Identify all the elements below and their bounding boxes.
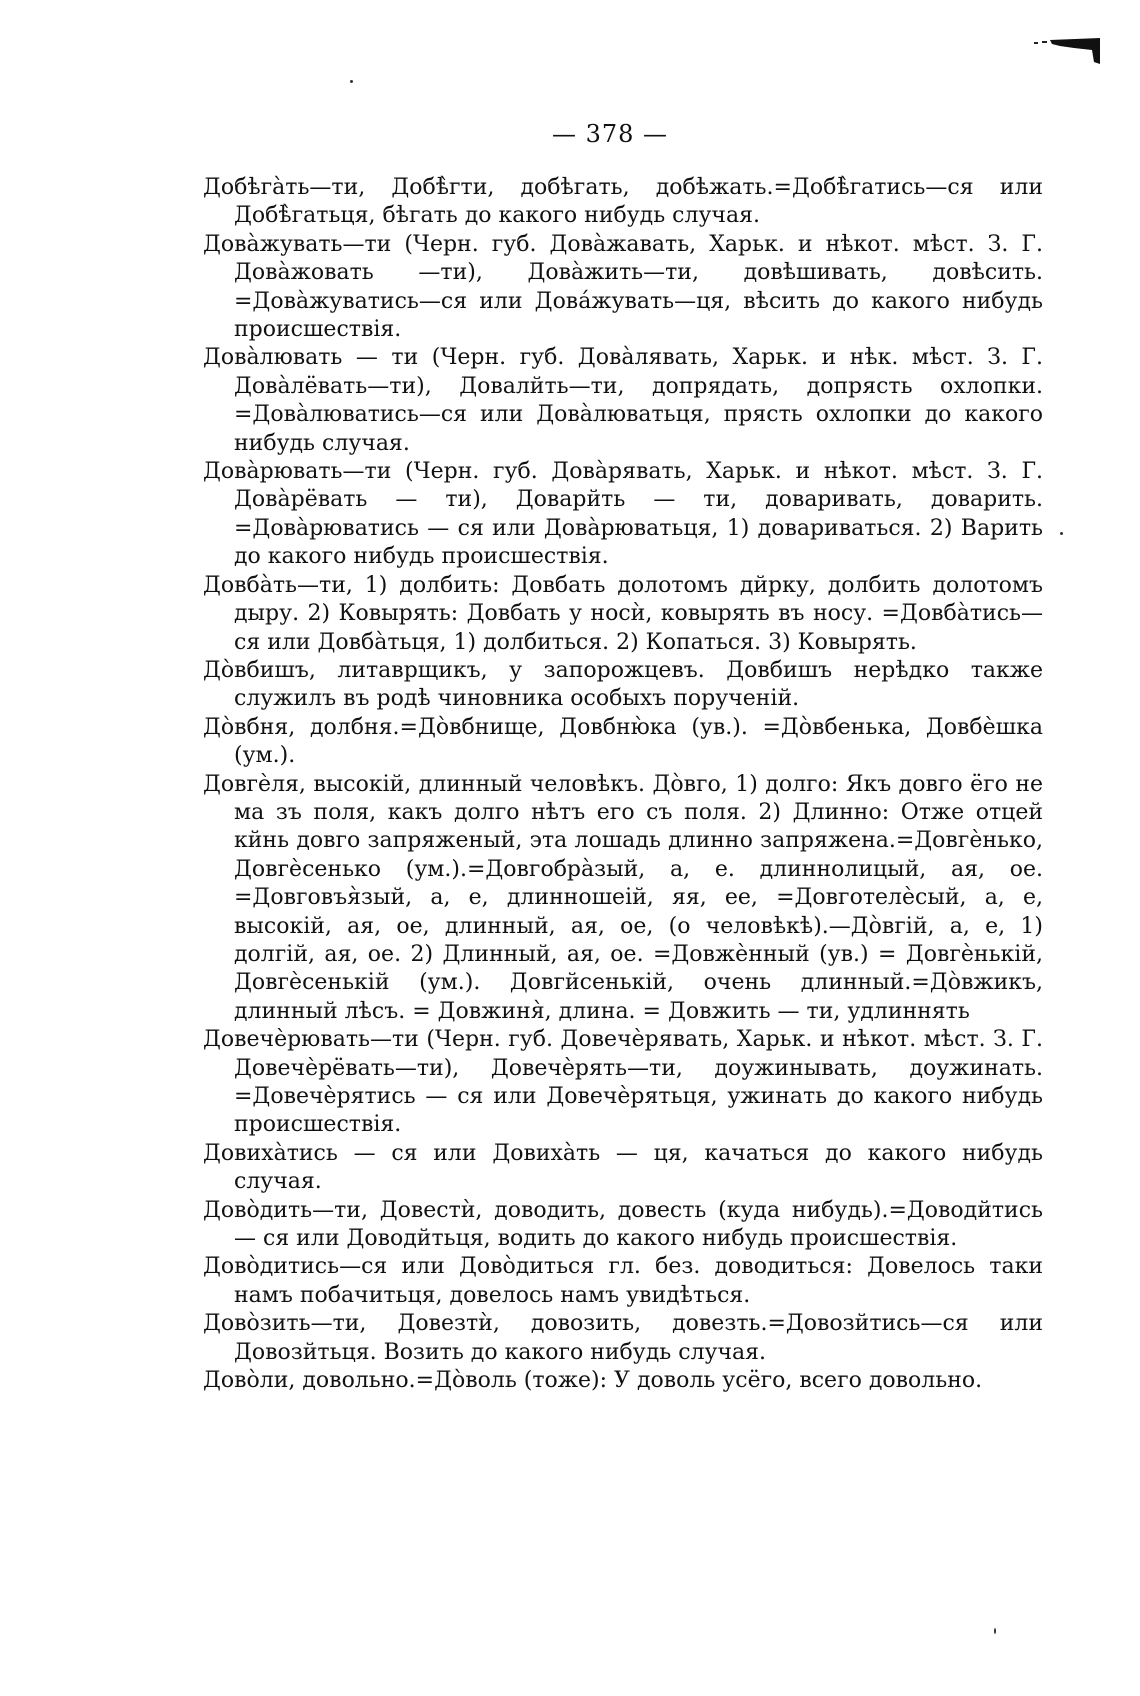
dictionary-entry: Довечѐрювать—ти (Черн. губ. Довечѐрявать, Харьк. и нѣкот. мѣст. З. Г. Довечѐрёвать—ти), Довечѐрять—ти, доужинывать, доужинать. =Довечѐрятись — ся или Довечѐрятьця, ужинать до какого нибудь происшествія. [203,1027,1043,1138]
scan-speck [1060,532,1063,535]
page-number: — 378 — [551,120,669,148]
dictionary-entry: До̀вбня, долбня.=До̀вбнище, Довбню̀ка (ув.). =До̀вбенька, Довбѐшка (ум.). [203,714,1043,769]
dictionary-entry: Дово̀дитись—ся или Дово̀диться гл. без. доводиться: Довелось таки намъ побачитьця, довелось намъ увидѣться. [203,1254,1043,1308]
scan-smudge-shape [1030,36,1100,64]
dictionary-entry: Дова̀лювать — ти (Черн. губ. Дова̀лявать, Харьк. и нѣк. мѣст. З. Г. Дова̀лёвать—ти), Довалйть—ти, допрядать, допрясть охлопки. =Дова̀люватись—ся или Дова̀люватьця, прясть охлопки до какого нибудь случая. [203,345,1043,456]
dictionary-entry: Довба̀ть—ти, 1) долбить: Довбать долотомъ дйрку, долбить долотомъ дыру. 2) Ковырять: Довбать у носѝ, ковырять въ носу. =Довба̀тись—ся или Довба̀тьця, 1) долбиться. 2) Копаться. 3) Ковырять. [203,572,1043,655]
dictionary-entry: Дова̀рювать—ти (Черн. губ. Дова̀рявать, Харьк. и нѣкот. мѣст. З. Г. Дова̀рёвать — ти), Доварйть — ти, доваривать, доварить. =Дова̀рюватись — ся или Дова̀рюватьця, 1) довариваться. 2) Варить до какого нибудь происшествія. [203,459,1043,570]
scan-speck [350,80,353,83]
scan-speck [994,1628,996,1634]
dictionary-entry: Дово̀ли, довольно.=До̀воль (тоже): У доволь усёго, всего довольно. [203,1368,983,1394]
dictionary-entry: Довгѐля, высокій, длинный человѣкъ. До̀вго, 1) долго: Якъ довго ёго не ма зъ поля, какъ долго нѣтъ его съ поля. 2) Длинно: Отже отцей кйнь довго запряженый, эта лошадь длинно запряжена.=Довгѐнько, Довгѐсенько (ум.).=Довгобра̀зый, а, е. длиннолицый, ая, ое. =Довговъя̀зый, а, е, длинношеій, яя, ее, =Довготелѐсый, а, е, высокій, ая, ое, длинный, ая, ое, (о человѣкѣ).—До̀вгій, а, е, 1) долгій, ая, ое. 2) Длинный, ая, ое. =Довжѐнный (ув.) = Довгѐнькій, Довгѐсенькій (ум.). Довгйсенькій, очень длинный.=До̀вжикъ, длинный лѣсъ. = Довжиня̀, длина. = Довжить — ти, удлиннять [203,771,1043,1024]
scan-smudge [1030,36,1100,64]
dictionary-entry: Добѣга̀ть—ти, Добѣ̀гти, добѣгать, добѣжать.=Добѣ̀гатись—ся или Добѣ̀гатьця, бѣгать до какого нибудь случая. [203,175,1043,229]
dictionary-entry: До̀вбишъ, литаврщикъ, у запорожцевъ. Довбишъ нерѣдко также служилъ въ родѣ чиновника особыхъ порученій. [203,657,1043,712]
dictionary-entry: Дово̀дить—ти, Довестѝ, доводить, довесть (куда нибудь).=Доводйтись — ся или Доводйтьця, водить до какого нибудь происшествія. [203,1197,1043,1252]
dictionary-entry: Дово̀зить—ти, Довезтѝ, довозить, довезть.=Довозйтись—ся или Довозйтьця. Возить до какого нибудь случая. [203,1311,1043,1365]
dictionary-entry: Довиха̀тись — ся или Довиха̀ть — ця, качаться до какого нибудь случая. [203,1140,1043,1195]
dictionary-column [203,174,1043,1395]
dictionary-entry: Дова̀жувать—ти (Черн. губ. Дова̀жавать, Харьк. и нѣкот. мѣст. З. Г. Дова̀жовать —ти), Дова̀жить—ти, довѣшивать, довѣсить. =Дова̀жуватись—ся или Дова́жувать—ця, вѣсить до какого нибудь происшествія. [203,231,1043,343]
